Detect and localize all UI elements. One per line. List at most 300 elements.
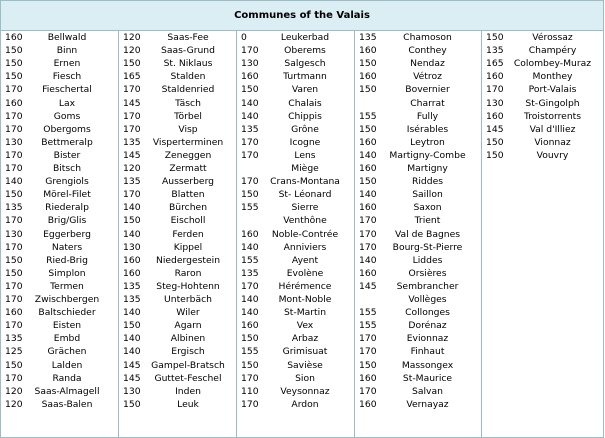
- commune-name: Lax: [58, 97, 76, 109]
- commune-name: Vionnaz: [534, 136, 571, 148]
- commune-name: Inden: [175, 385, 201, 397]
- altitude-value: 140: [123, 307, 141, 319]
- altitude-value: 150: [359, 359, 377, 371]
- table-row: [482, 57, 603, 70]
- table-row: [119, 83, 236, 96]
- table-title: Communes of the Valais: [1, 1, 603, 31]
- table-row: [355, 228, 481, 241]
- table-row: [355, 280, 481, 293]
- altitude-value: 130: [241, 58, 259, 70]
- commune-name: St-Gingolph: [525, 97, 580, 109]
- altitude-value: 160: [486, 71, 504, 83]
- altitude-value: 170: [5, 84, 23, 96]
- altitude-value: 170: [123, 110, 141, 122]
- altitude-value: 160: [241, 71, 259, 83]
- table-row: [355, 293, 481, 306]
- commune-name: Evolène: [286, 267, 324, 279]
- altitude-value: 170: [5, 163, 23, 174]
- table-row: [355, 319, 481, 332]
- commune-name: Nendaz: [410, 58, 445, 70]
- table-row: [355, 136, 481, 149]
- commune-name: Miège: [291, 163, 319, 174]
- altitude-value: 130: [123, 241, 141, 253]
- commune-name: Vex: [296, 320, 314, 332]
- altitude-value: 160: [359, 136, 377, 148]
- commune-name: Ergisch: [171, 346, 205, 358]
- altitude-value: 145: [486, 123, 504, 135]
- altitude-value: 170: [241, 280, 259, 292]
- table-row: [1, 214, 118, 227]
- table-row: [1, 31, 118, 44]
- commune-name: Visp: [178, 123, 198, 135]
- commune-name: Monthey: [532, 71, 573, 83]
- commune-name: Riederalp: [45, 202, 89, 214]
- altitude-value: 170: [359, 215, 377, 227]
- altitude-value: 160: [241, 320, 259, 332]
- table-row: [237, 175, 354, 188]
- table-row: [355, 345, 481, 358]
- commune-name: Naters: [51, 241, 83, 253]
- commune-name: Törbel: [174, 110, 202, 122]
- table-row: [1, 332, 118, 345]
- table-row: [1, 83, 118, 96]
- table-row: [355, 372, 481, 385]
- commune-name: Bourg-St-Pierre: [392, 241, 463, 253]
- altitude-value: 150: [486, 136, 504, 148]
- altitude-value: 135: [5, 202, 23, 214]
- commune-name: Stalden: [170, 71, 206, 83]
- table-row: [119, 306, 236, 319]
- table-row: [237, 83, 354, 96]
- commune-name: Finhaut: [410, 346, 445, 358]
- altitude-value: 125: [5, 346, 23, 358]
- table-row: [355, 162, 481, 175]
- table-row: [1, 70, 118, 83]
- commune-name: Vollèges: [408, 294, 447, 305]
- altitude-value: 140: [123, 346, 141, 358]
- commune-name: Goms: [53, 110, 81, 122]
- table-row: [355, 201, 481, 214]
- altitude-value: 150: [5, 359, 23, 371]
- table-row: [237, 162, 354, 175]
- altitude-value: 120: [5, 385, 23, 397]
- altitude-value: 160: [123, 254, 141, 266]
- altitude-value: 170: [123, 123, 141, 135]
- commune-name: Riddes: [411, 176, 444, 188]
- table-body: [1, 30, 603, 437]
- altitude-value: 160: [241, 228, 259, 240]
- altitude-value: 170: [5, 110, 23, 122]
- commune-name: Blatten: [171, 189, 205, 201]
- altitude-value: 140: [359, 189, 377, 201]
- commune-name: Ernen: [53, 58, 81, 70]
- commune-name: Fieschertal: [42, 84, 92, 96]
- altitude-value: 170: [241, 149, 259, 161]
- commune-name: Zermatt: [169, 163, 207, 174]
- altitude-value: 150: [359, 58, 377, 70]
- commune-name: Randa: [52, 372, 82, 384]
- commune-name: Varen: [291, 84, 319, 96]
- table-row: [1, 201, 118, 214]
- table-row: [482, 110, 603, 123]
- table-row: [1, 280, 118, 293]
- altitude-value: 150: [241, 84, 259, 96]
- commune-name: Unterbäch: [164, 294, 212, 305]
- altitude-value: 140: [359, 254, 377, 266]
- table-row: [237, 398, 354, 411]
- table-row: [237, 136, 354, 149]
- table-row: [237, 280, 354, 293]
- altitude-value: 150: [123, 398, 141, 410]
- altitude-value: 150: [486, 32, 504, 43]
- table-row: [237, 228, 354, 241]
- commune-name: Veysonnaz: [280, 385, 330, 397]
- table-row: [237, 57, 354, 70]
- altitude-value: 155: [359, 110, 377, 122]
- table-row: [1, 293, 118, 306]
- table-row: [119, 149, 236, 162]
- commune-name: Agarn: [174, 320, 202, 332]
- altitude-value: 170: [359, 385, 377, 397]
- altitude-value: 160: [359, 372, 377, 384]
- commune-name: Sion: [295, 372, 315, 384]
- commune-name: Sierre: [291, 202, 319, 214]
- altitude-value: 145: [359, 280, 377, 292]
- altitude-value: 130: [123, 385, 141, 397]
- altitude-value: 140: [241, 110, 259, 122]
- altitude-value: 155: [241, 202, 259, 214]
- table-row: [355, 267, 481, 280]
- commune-name: Albinen: [170, 333, 206, 345]
- altitude-value: 135: [5, 333, 23, 345]
- commune-name: Saas-Fee: [167, 32, 209, 43]
- commune-name: Kippel: [173, 241, 203, 253]
- commune-name: St-Maurice: [402, 372, 453, 384]
- commune-name: Ayent: [291, 254, 319, 266]
- altitude-value: 170: [5, 149, 23, 161]
- altitude-value: 155: [359, 320, 377, 332]
- table-row: [119, 372, 236, 385]
- commune-name: Bister: [53, 149, 81, 161]
- table-row: [119, 188, 236, 201]
- altitude-value: 150: [359, 84, 377, 96]
- table-row: [482, 83, 603, 96]
- commune-name: Venthône: [283, 215, 327, 227]
- commune-name: Vouvry: [536, 149, 569, 161]
- altitude-value: 140: [123, 202, 141, 214]
- table-row: [1, 372, 118, 385]
- commune-name: Dorénaz: [408, 320, 447, 332]
- altitude-value: 150: [123, 58, 141, 70]
- commune-name: Chalais: [288, 97, 322, 109]
- altitude-value: 150: [486, 149, 504, 161]
- commune-name: Baltschieder: [38, 307, 96, 319]
- commune-name: Evionnaz: [406, 333, 449, 345]
- table-row: [1, 319, 118, 332]
- column-4: [355, 30, 482, 437]
- altitude-value: 150: [5, 267, 23, 279]
- commune-name: Guttet-Feschel: [154, 372, 222, 384]
- table-row: [237, 241, 354, 254]
- altitude-value: 135: [123, 176, 141, 188]
- table-row: [119, 293, 236, 306]
- commune-name: Chamoson: [403, 32, 452, 43]
- table-row: [355, 332, 481, 345]
- altitude-value: 150: [5, 254, 23, 266]
- table-row: [355, 306, 481, 319]
- commune-name: Chippis: [288, 110, 322, 122]
- commune-name: Martigny-Combe: [389, 149, 466, 161]
- column-2: [119, 30, 237, 437]
- altitude-value: 135: [123, 136, 141, 148]
- table-row: [482, 70, 603, 83]
- commune-name: Noble-Contrée: [271, 228, 339, 240]
- commune-name: Zeneggen: [164, 149, 212, 161]
- table-row: [237, 214, 354, 227]
- table-row: [119, 345, 236, 358]
- table-row: [119, 31, 236, 44]
- commune-name: Hérémence: [278, 280, 332, 292]
- altitude-value: 150: [241, 333, 259, 345]
- commune-name: Obergoms: [43, 123, 91, 135]
- table-row: [119, 359, 236, 372]
- commune-name: Bellwald: [47, 32, 87, 43]
- table-row: [119, 214, 236, 227]
- altitude-value: 135: [241, 123, 259, 135]
- altitude-value: 155: [359, 307, 377, 319]
- table-row: [119, 267, 236, 280]
- table-row: [1, 188, 118, 201]
- table-row: [355, 149, 481, 162]
- column-5: [482, 30, 603, 437]
- commune-name: Grengiols: [45, 176, 89, 188]
- column-3: [237, 30, 355, 437]
- table-row: [1, 254, 118, 267]
- commune-name: St-Martin: [283, 307, 327, 319]
- commune-name: Conthey: [408, 45, 447, 57]
- commune-name: Staldenried: [161, 84, 215, 96]
- table-row: [237, 31, 354, 44]
- table-row: [355, 254, 481, 267]
- table-row: [119, 136, 236, 149]
- table-row: [237, 345, 354, 358]
- commune-name: Gampel-Bratsch: [151, 359, 225, 371]
- table-row: [119, 70, 236, 83]
- altitude-value: 160: [486, 110, 504, 122]
- commune-name: St. Niklaus: [163, 58, 213, 70]
- table-row: [1, 345, 118, 358]
- commune-name: Simplon: [48, 267, 86, 279]
- commune-name: Fully: [416, 110, 439, 122]
- table-row: [1, 149, 118, 162]
- commune-name: Anniviers: [283, 241, 327, 253]
- altitude-value: 150: [5, 58, 23, 70]
- table-row: [355, 110, 481, 123]
- commune-name: Crans-Montana: [270, 176, 340, 188]
- altitude-value: 170: [486, 84, 504, 96]
- commune-name: Sembrancher: [396, 280, 459, 292]
- altitude-value: 170: [5, 320, 23, 332]
- commune-name: Brig/Glis: [47, 215, 87, 227]
- commune-name: Grône: [291, 123, 319, 135]
- altitude-value: 145: [123, 97, 141, 109]
- table-row: [119, 110, 236, 123]
- altitude-value: 170: [241, 136, 259, 148]
- altitude-value: 135: [123, 294, 141, 305]
- altitude-value: 135: [359, 32, 377, 43]
- table-row: [1, 359, 118, 372]
- altitude-value: 170: [5, 280, 23, 292]
- altitude-value: 130: [486, 97, 504, 109]
- altitude-value: 150: [123, 320, 141, 332]
- altitude-value: 140: [241, 97, 259, 109]
- table-row: [237, 359, 354, 372]
- altitude-value: 140: [123, 333, 141, 345]
- commune-name: Mont-Noble: [278, 294, 332, 305]
- table-row: [237, 332, 354, 345]
- altitude-value: 140: [241, 241, 259, 253]
- table-row: [237, 254, 354, 267]
- commune-name: Ferden: [172, 228, 204, 240]
- table-row: [119, 319, 236, 332]
- table-row: [237, 70, 354, 83]
- commune-name: Vérossaz: [532, 32, 573, 43]
- commune-name: Colombey-Muraz: [513, 58, 592, 70]
- altitude-value: 135: [486, 45, 504, 57]
- commune-name: Massongex: [401, 359, 454, 371]
- commune-name: Saas-Balen: [41, 398, 93, 410]
- commune-name: Martigny: [407, 163, 448, 174]
- table-row: [355, 175, 481, 188]
- altitude-value: 170: [359, 333, 377, 345]
- table-row: [355, 57, 481, 70]
- altitude-value: 145: [123, 372, 141, 384]
- altitude-value: 130: [5, 136, 23, 148]
- commune-name: Oberems: [284, 45, 326, 57]
- altitude-value: 150: [123, 215, 141, 227]
- altitude-value: 170: [359, 241, 377, 253]
- altitude-value: 170: [241, 372, 259, 384]
- commune-name: Vernayaz: [406, 398, 449, 410]
- commune-name: Eischoll: [170, 215, 206, 227]
- table-row: [355, 359, 481, 372]
- table-row: [1, 398, 118, 411]
- altitude-value: 150: [5, 71, 23, 83]
- altitude-value: 170: [5, 294, 23, 305]
- table-row: [119, 254, 236, 267]
- table-row: [482, 44, 603, 57]
- altitude-value: 170: [5, 215, 23, 227]
- commune-name: Leuk: [177, 398, 199, 410]
- altitude-value: 150: [5, 189, 23, 201]
- table-row: [482, 123, 603, 136]
- table-row: [482, 149, 603, 162]
- table-row: [237, 372, 354, 385]
- table-row: [119, 44, 236, 57]
- altitude-value: 120: [123, 45, 141, 57]
- altitude-value: 170: [241, 398, 259, 410]
- table-row: [237, 306, 354, 319]
- altitude-value: 160: [359, 45, 377, 57]
- altitude-value: 150: [359, 176, 377, 188]
- commune-name: Troistorrents: [523, 110, 582, 122]
- table-row: [237, 293, 354, 306]
- commune-name: Saas-Almagell: [34, 385, 100, 397]
- table-row: [237, 110, 354, 123]
- altitude-value: 150: [5, 45, 23, 57]
- table-row: [355, 214, 481, 227]
- commune-name: Bovernier: [405, 84, 450, 96]
- commune-name: Bürchen: [168, 202, 208, 214]
- commune-name: Raron: [174, 267, 202, 279]
- table-row: [119, 385, 236, 398]
- altitude-value: 140: [123, 228, 141, 240]
- commune-name: Isérables: [406, 123, 449, 135]
- table-row: [482, 31, 603, 44]
- commune-name: Bettmeralp: [41, 136, 93, 148]
- altitude-value: 170: [359, 346, 377, 358]
- commune-name: Embd: [53, 333, 81, 345]
- commune-name: Grimisuat: [282, 346, 328, 358]
- table-row: [1, 110, 118, 123]
- commune-name: Steg-Hohtenn: [156, 280, 220, 292]
- altitude-value: 145: [123, 149, 141, 161]
- commune-name: Collonges: [405, 307, 450, 319]
- table-row: [355, 188, 481, 201]
- altitude-value: 160: [359, 163, 377, 174]
- table-row: [355, 398, 481, 411]
- altitude-value: 160: [359, 202, 377, 214]
- altitude-value: 145: [123, 359, 141, 371]
- commune-name: Icogne: [289, 136, 321, 148]
- commune-name: Niedergestein: [155, 254, 221, 266]
- altitude-value: 170: [241, 176, 259, 188]
- commune-name: Champéry: [528, 45, 577, 57]
- altitude-value: 155: [241, 254, 259, 266]
- commune-name: Port-Valais: [528, 84, 577, 96]
- altitude-value: 160: [5, 97, 23, 109]
- table-row: [237, 267, 354, 280]
- table-row: [1, 228, 118, 241]
- commune-name: Lens: [294, 149, 316, 161]
- commune-name: Wiler: [176, 307, 200, 319]
- table-row: [119, 175, 236, 188]
- altitude-value: 170: [359, 228, 377, 240]
- table-row: [1, 385, 118, 398]
- commune-name: Fiesch: [52, 71, 82, 83]
- table-row: [119, 57, 236, 70]
- commune-name: Val de Bagnes: [394, 228, 461, 240]
- table-row: [1, 44, 118, 57]
- commune-name: Liddes: [412, 254, 443, 266]
- altitude-value: 170: [123, 84, 141, 96]
- table-row: [1, 162, 118, 175]
- commune-name: Turtmann: [283, 71, 327, 83]
- altitude-value: 140: [5, 176, 23, 188]
- table-row: [1, 306, 118, 319]
- altitude-value: 130: [5, 228, 23, 240]
- commune-name: Binn: [56, 45, 78, 57]
- altitude-value: 135: [123, 280, 141, 292]
- table-row: [119, 241, 236, 254]
- table-row: [482, 136, 603, 149]
- table-row: [355, 123, 481, 136]
- table-row: [1, 267, 118, 280]
- commune-name: Salgesch: [284, 58, 326, 70]
- altitude-value: 110: [241, 385, 259, 397]
- commune-name: Charrat: [410, 97, 445, 109]
- table-row: [119, 97, 236, 110]
